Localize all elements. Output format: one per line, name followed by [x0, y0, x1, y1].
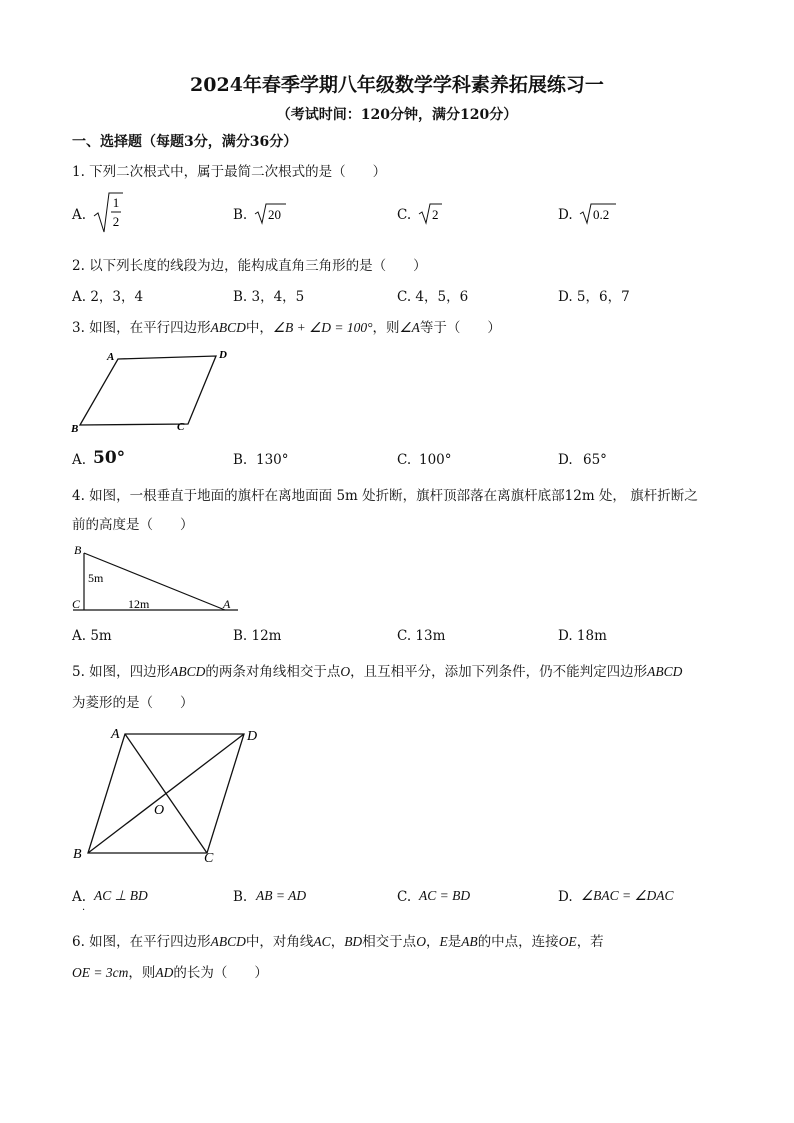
- point-label: A: [111, 727, 120, 742]
- option-b: B. 12m: [233, 628, 282, 644]
- option-c: C. 13m: [397, 628, 446, 644]
- side-length-label: 5m: [88, 571, 104, 585]
- question-4-stem-line2: 前的高度是（ ）: [72, 517, 194, 533]
- section-heading: 一、选择题（每题3分，满分36分）: [72, 134, 298, 150]
- option-label: B.: [233, 207, 248, 223]
- option-label: D.: [558, 452, 573, 468]
- option-label: D.: [558, 889, 573, 905]
- option-d-value: ∠BAC = ∠DAC: [581, 888, 674, 903]
- radicand: 2: [432, 207, 439, 222]
- point-label: D: [247, 729, 258, 744]
- point-label: A: [107, 351, 115, 363]
- option-a: A. 5m: [72, 628, 112, 644]
- radicand: 0.2: [593, 207, 610, 222]
- point-label: B: [74, 543, 82, 557]
- question-4-stem-line1: 4. 如图，一根垂直于地面的旗杆在离地面面 5m 处折断，旗杆顶部落在离旗杆底部12m 处， 旗杆折断之: [72, 488, 698, 504]
- question-1-stem: 1. 下列二次根式中，属于最简二次根式的是（ ）: [72, 164, 387, 180]
- point-label: B: [71, 423, 79, 435]
- question-6-stem-line2: OE = 3cm，则AD的长为（ ）: [72, 965, 268, 981]
- option-label: B.: [233, 452, 248, 468]
- option-a: A. 2，3，4: [72, 289, 144, 305]
- fraction-denominator: 2: [112, 214, 120, 229]
- sqrt-2-expression: [418, 202, 444, 226]
- question-5-stem-line2: 为菱形的是（ ）: [72, 695, 194, 711]
- stray-mark: ·: [82, 905, 86, 916]
- side-length-label: 12m: [128, 597, 150, 611]
- exam-info: （考试时间：120分钟，满分120分）: [276, 107, 518, 123]
- option-d-value: 65°: [583, 452, 607, 468]
- sqrt-0.2-expression: [579, 202, 619, 226]
- flagpole-triangle-figure: [70, 540, 242, 616]
- point-label: C: [72, 597, 81, 611]
- rhombus-diagonals-figure: [70, 722, 270, 867]
- option-label: C.: [397, 452, 412, 468]
- option-a-value: AC ⊥ BD: [94, 888, 148, 903]
- option-c: C. 4，5，6: [397, 289, 469, 305]
- page-title: 2024年春季学期八年级数学学科素养拓展练习一: [190, 74, 604, 96]
- point-label: B: [73, 847, 82, 862]
- point-label: O: [154, 803, 165, 818]
- option-label: A.: [72, 207, 87, 223]
- option-label: C.: [397, 207, 412, 223]
- option-b: B. 3，4，5: [233, 289, 305, 305]
- option-label: A.: [72, 889, 87, 905]
- question-2-stem: 2. 以下列长度的线段为边，能构成直角三角形的是（ ）: [72, 258, 427, 274]
- option-b-value: 130°: [256, 452, 289, 468]
- point-label: C: [177, 421, 185, 433]
- radicand: 20: [268, 207, 281, 222]
- option-d: D. 5，6，7: [558, 289, 630, 305]
- fraction-numerator: 1: [112, 195, 120, 210]
- parallelogram-figure: [70, 346, 240, 436]
- option-a-value: 50°: [93, 448, 126, 468]
- point-label: C: [204, 851, 214, 866]
- point-label: D: [219, 349, 227, 361]
- option-label: C.: [397, 889, 412, 905]
- option-label: B.: [233, 889, 248, 905]
- question-3-stem: 3. 如图，在平行四边形ABCD中，∠B + ∠D = 100°，则∠A等于（ ）: [72, 320, 501, 336]
- point-label: A: [223, 597, 231, 611]
- question-6-stem-line1: 6. 如图，在平行四边形ABCD中，对角线AC，BD相交于点O，E是AB的中点，连接OE，若: [72, 934, 604, 950]
- option-b-value: AB = AD: [256, 888, 307, 903]
- sqrt-20-expression: [254, 202, 288, 226]
- option-label: A.: [72, 452, 87, 468]
- option-label: D.: [558, 207, 573, 223]
- sqrt-half-expression: [92, 190, 124, 236]
- option-c-value: AC = BD: [419, 888, 471, 903]
- option-c-value: 100°: [419, 452, 452, 468]
- question-5-stem-line1: 5. 如图，四边形ABCD的两条对角线相交于点O，且互相平分，添加下列条件，仍不能判定四边形ABCD: [72, 664, 683, 680]
- option-d: D. 18m: [558, 628, 607, 644]
